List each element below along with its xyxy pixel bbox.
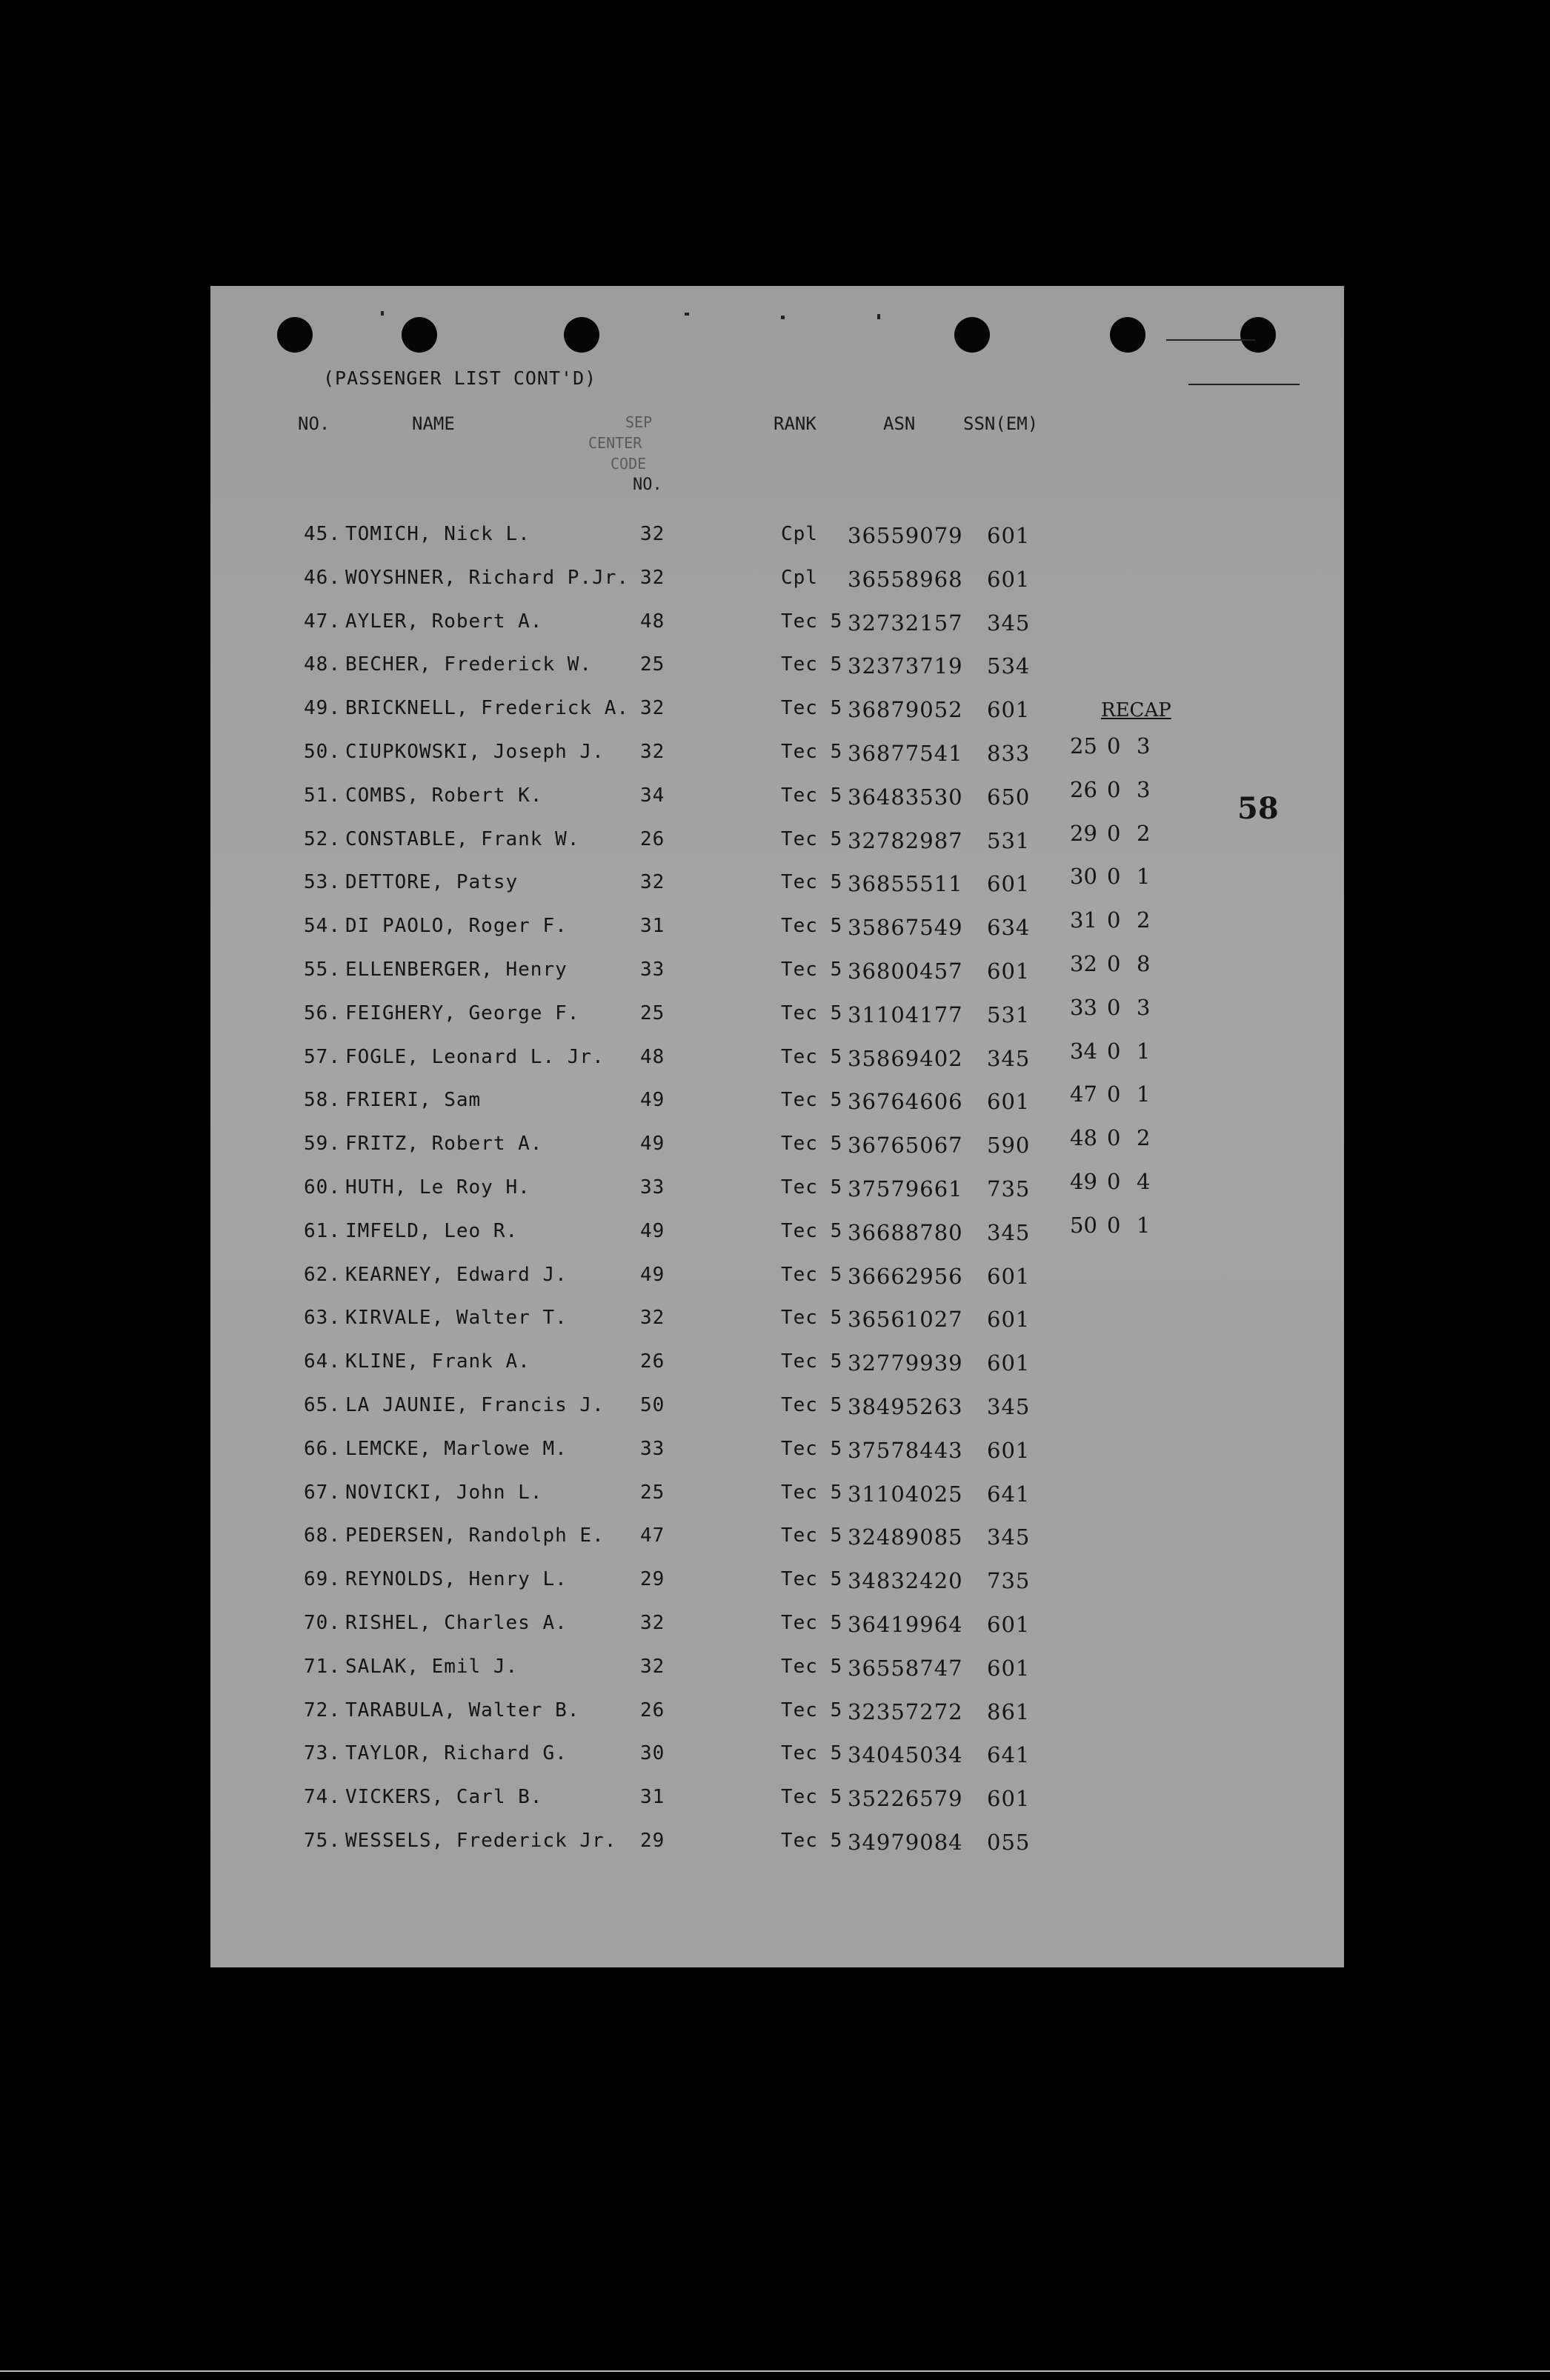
row-rank: Tec 5 <box>781 1394 843 1416</box>
row-rank: Tec 5 <box>781 915 843 938</box>
row-rank: Tec 5 <box>781 1045 843 1068</box>
row-number: 75. <box>304 1830 341 1852</box>
row-rank: Tec 5 <box>781 1699 843 1721</box>
row-center-code: 32 <box>640 1307 665 1330</box>
recap-cell: 4 <box>1137 1169 1151 1194</box>
row-ssn: 735 <box>987 1568 1031 1594</box>
table-row <box>210 1699 1344 1743</box>
table-row <box>210 1524 1344 1568</box>
recap-cell: 33 <box>1070 994 1097 1020</box>
row-center-code: 25 <box>640 653 665 676</box>
header-code-1: SEP <box>625 413 653 431</box>
row-asn: 35867549 <box>848 915 963 941</box>
recap-cell: 1 <box>1137 1038 1151 1064</box>
row-ssn: 601 <box>987 1350 1031 1376</box>
recap-cell: 32 <box>1070 951 1097 976</box>
row-number: 74. <box>304 1786 341 1809</box>
recap-cell: 0 <box>1107 951 1121 976</box>
row-center-code: 31 <box>640 915 665 938</box>
recap-cell: 34 <box>1070 1038 1097 1064</box>
row-number: 52. <box>304 827 341 850</box>
row-asn: 36559079 <box>848 523 963 548</box>
row-number: 61. <box>304 1219 341 1242</box>
row-name: TOMICH, Nick L. <box>345 523 530 545</box>
row-number: 63. <box>304 1307 341 1330</box>
document-sheet <box>210 286 1344 1967</box>
recap-cell: 0 <box>1107 907 1121 933</box>
table-row <box>210 959 1344 1002</box>
row-rank: Tec 5 <box>781 1307 843 1330</box>
row-ssn: 601 <box>987 566 1031 592</box>
row-center-code: 26 <box>640 827 665 850</box>
punch-hole <box>277 317 313 353</box>
table-row <box>210 1307 1344 1350</box>
row-ssn: 601 <box>987 959 1031 984</box>
table-row <box>210 828 1344 872</box>
header-rank: RANK <box>774 413 816 434</box>
header-ssn: SSN(EM) <box>963 413 1039 434</box>
table-row <box>210 871 1344 915</box>
row-rank: Tec 5 <box>781 1001 843 1024</box>
row-ssn: 641 <box>987 1742 1031 1768</box>
recap-cell: 0 <box>1107 820 1121 846</box>
table-row <box>210 1612 1344 1656</box>
row-ssn: 345 <box>987 1524 1031 1550</box>
table-row <box>210 1394 1344 1438</box>
row-center-code: 32 <box>640 697 665 720</box>
row-asn: 32732157 <box>848 610 963 636</box>
row-ssn: 601 <box>987 1089 1031 1115</box>
row-asn: 36877541 <box>848 741 963 766</box>
row-rank: Tec 5 <box>781 610 843 633</box>
row-name: CONSTABLE, Frank W. <box>345 827 580 850</box>
row-ssn: 590 <box>987 1133 1031 1159</box>
row-asn: 36764606 <box>848 1089 963 1115</box>
row-number: 48. <box>304 653 341 676</box>
row-center-code: 25 <box>640 1481 665 1504</box>
recap-cell: 30 <box>1070 864 1097 890</box>
speck <box>781 316 785 319</box>
row-ssn: 345 <box>987 610 1031 636</box>
speck <box>877 314 880 319</box>
recap-cell: 47 <box>1070 1081 1097 1107</box>
row-name: SALAK, Emil J. <box>345 1655 519 1678</box>
row-center-code: 29 <box>640 1568 665 1591</box>
row-asn: 36800457 <box>848 959 963 984</box>
row-ssn: 634 <box>987 915 1031 941</box>
row-rank: Tec 5 <box>781 1089 843 1112</box>
row-ssn: 601 <box>987 1786 1031 1812</box>
row-name: FRITZ, Robert A. <box>345 1133 543 1156</box>
table-row <box>210 1742 1344 1786</box>
row-asn: 36765067 <box>848 1133 963 1159</box>
row-name: DETTORE, Patsy <box>345 871 519 894</box>
row-asn: 32489085 <box>848 1524 963 1550</box>
recap-cell: 2 <box>1137 907 1151 933</box>
row-name: COMBS, Robert K. <box>345 784 543 807</box>
row-name: BRICKNELL, Frederick A. <box>345 697 630 720</box>
row-ssn: 601 <box>987 697 1031 723</box>
row-ssn: 345 <box>987 1219 1031 1245</box>
row-name: AYLER, Robert A. <box>345 610 543 633</box>
row-center-code: 49 <box>640 1089 665 1112</box>
row-name: WESSELS, Frederick Jr. <box>345 1830 617 1852</box>
row-rank: Tec 5 <box>781 697 843 720</box>
row-center-code: 34 <box>640 784 665 807</box>
row-center-code: 33 <box>640 959 665 981</box>
row-center-code: 32 <box>640 871 665 894</box>
row-center-code: 48 <box>640 610 665 633</box>
row-asn: 32373719 <box>848 653 963 679</box>
row-rank: Tec 5 <box>781 1742 843 1765</box>
recap-cell: 1 <box>1137 864 1151 890</box>
recap-cell: 26 <box>1070 776 1097 802</box>
recap-cell: 48 <box>1070 1125 1097 1151</box>
row-center-code: 49 <box>640 1219 665 1242</box>
row-ssn: 833 <box>987 741 1031 766</box>
row-center-code: 49 <box>640 1133 665 1156</box>
row-center-code: 32 <box>640 741 665 763</box>
row-name: HUTH, Le Roy H. <box>345 1176 530 1199</box>
row-ssn: 601 <box>987 1655 1031 1681</box>
row-rank: Tec 5 <box>781 1350 843 1373</box>
table-row <box>210 1438 1344 1481</box>
row-ssn: 601 <box>987 871 1031 897</box>
row-rank: Tec 5 <box>781 1437 843 1460</box>
table-row <box>210 1133 1344 1176</box>
row-rank: Tec 5 <box>781 741 843 763</box>
table-row <box>210 1002 1344 1046</box>
row-center-code: 32 <box>640 1612 665 1634</box>
row-ssn: 650 <box>987 784 1031 810</box>
row-number: 62. <box>304 1263 341 1286</box>
row-rank: Tec 5 <box>781 959 843 981</box>
row-rank: Tec 5 <box>781 1786 843 1809</box>
row-number: 73. <box>304 1742 341 1765</box>
row-name: LEMCKE, Marlowe M. <box>345 1437 568 1460</box>
row-asn: 36662956 <box>848 1263 963 1289</box>
table-row <box>210 1568 1344 1612</box>
row-ssn: 601 <box>987 1307 1031 1333</box>
row-name: CIUPKOWSKI, Joseph J. <box>345 741 605 763</box>
recap-cell: 0 <box>1107 864 1121 890</box>
row-ssn: 345 <box>987 1045 1031 1071</box>
speck <box>1166 339 1255 341</box>
table-row <box>210 741 1344 784</box>
row-asn: 32779939 <box>848 1350 963 1376</box>
row-name: ELLENBERGER, Henry <box>345 959 568 981</box>
row-rank: Tec 5 <box>781 1133 843 1156</box>
recap-cell: 1 <box>1137 1081 1151 1107</box>
row-rank: Tec 5 <box>781 1568 843 1591</box>
table-row <box>210 1830 1344 1873</box>
speck <box>1188 384 1300 385</box>
row-ssn: 345 <box>987 1394 1031 1419</box>
page-number: 58 <box>1237 791 1279 826</box>
row-number: 50. <box>304 741 341 763</box>
recap-cell: 0 <box>1107 1212 1121 1238</box>
row-rank: Tec 5 <box>781 827 843 850</box>
row-name: FOGLE, Leonard L. Jr. <box>345 1045 605 1068</box>
row-number: 71. <box>304 1655 341 1678</box>
row-number: 56. <box>304 1001 341 1024</box>
table-row <box>210 1220 1344 1264</box>
recap-cell: 3 <box>1137 776 1151 802</box>
row-number: 57. <box>304 1045 341 1068</box>
recap-cell: 31 <box>1070 907 1097 933</box>
row-rank: Tec 5 <box>781 653 843 676</box>
row-rank: Tec 5 <box>781 1176 843 1199</box>
row-name: PEDERSEN, Randolph E. <box>345 1524 605 1547</box>
row-ssn: 601 <box>987 523 1031 548</box>
row-ssn: 601 <box>987 1437 1031 1463</box>
row-rank: Tec 5 <box>781 1219 843 1242</box>
row-asn: 36879052 <box>848 697 963 723</box>
recap-cell: 0 <box>1107 1081 1121 1107</box>
row-asn: 32357272 <box>848 1699 963 1724</box>
recap-cell: 2 <box>1137 1125 1151 1151</box>
table-row <box>210 1176 1344 1220</box>
row-name: DI PAOLO, Roger F. <box>345 915 568 938</box>
row-center-code: 31 <box>640 1786 665 1809</box>
row-asn: 35869402 <box>848 1045 963 1071</box>
row-center-code: 49 <box>640 1263 665 1286</box>
row-asn: 38495263 <box>848 1394 963 1419</box>
row-name: IMFELD, Leo R. <box>345 1219 519 1242</box>
recap-cell: 0 <box>1107 776 1121 802</box>
row-center-code: 33 <box>640 1437 665 1460</box>
row-asn: 34045034 <box>848 1742 963 1768</box>
row-number: 72. <box>304 1699 341 1721</box>
row-name: KEARNEY, Edward J. <box>345 1263 568 1286</box>
table-row <box>210 1786 1344 1830</box>
row-center-code: 25 <box>640 1001 665 1024</box>
row-name: REYNOLDS, Henry L. <box>345 1568 568 1591</box>
punch-hole <box>1240 317 1276 353</box>
recap-cell: 0 <box>1107 733 1121 759</box>
row-number: 55. <box>304 959 341 981</box>
row-number: 65. <box>304 1394 341 1416</box>
scan-edge <box>0 2370 1550 2372</box>
row-rank: Tec 5 <box>781 784 843 807</box>
header-no: NO. <box>298 413 330 434</box>
row-center-code: 32 <box>640 1655 665 1678</box>
row-rank: Tec 5 <box>781 1830 843 1852</box>
table-row <box>210 1350 1344 1394</box>
header-asn: ASN <box>883 413 916 434</box>
row-asn: 37579661 <box>848 1176 963 1201</box>
row-center-code: 29 <box>640 1830 665 1852</box>
row-number: 59. <box>304 1133 341 1156</box>
row-name: LA JAUNIE, Francis J. <box>345 1394 605 1416</box>
row-name: KLINE, Frank A. <box>345 1350 530 1373</box>
table-row <box>210 567 1344 610</box>
row-center-code: 50 <box>640 1394 665 1416</box>
punch-hole <box>402 317 437 353</box>
recap-cell: 0 <box>1107 1125 1121 1151</box>
row-center-code: 48 <box>640 1045 665 1068</box>
row-rank: Tec 5 <box>781 1612 843 1634</box>
row-name: KIRVALE, Walter T. <box>345 1307 568 1330</box>
recap-cell: 1 <box>1137 1212 1151 1238</box>
recap-cell: 29 <box>1070 820 1097 846</box>
header-code-2: CENTER <box>588 434 642 452</box>
row-ssn: 055 <box>987 1830 1031 1855</box>
table-row <box>210 1089 1344 1133</box>
punch-hole <box>1110 317 1145 353</box>
row-ssn: 534 <box>987 653 1031 679</box>
punch-hole <box>954 317 990 353</box>
table-row <box>210 1481 1344 1525</box>
table-row <box>210 1046 1344 1090</box>
row-name: NOVICKI, John L. <box>345 1481 543 1504</box>
row-name: RISHEL, Charles A. <box>345 1612 568 1634</box>
recap-cell: 50 <box>1070 1212 1097 1238</box>
row-ssn: 531 <box>987 1001 1031 1027</box>
row-ssn: 601 <box>987 1612 1031 1637</box>
row-asn: 35226579 <box>848 1786 963 1812</box>
speck <box>685 313 689 316</box>
row-asn: 31104177 <box>848 1001 963 1027</box>
recap-cell: 25 <box>1070 733 1097 759</box>
row-asn: 36855511 <box>848 871 963 897</box>
recap-cell: 0 <box>1107 994 1121 1020</box>
row-asn: 31104025 <box>848 1481 963 1507</box>
row-name: VICKERS, Carl B. <box>345 1786 543 1809</box>
row-ssn: 861 <box>987 1699 1031 1724</box>
row-number: 60. <box>304 1176 341 1199</box>
table-row <box>210 610 1344 654</box>
table-row <box>210 653 1344 697</box>
table-row <box>210 523 1344 567</box>
row-rank: Cpl <box>781 566 818 589</box>
table-row <box>210 697 1344 741</box>
row-asn: 34979084 <box>848 1830 963 1855</box>
row-number: 69. <box>304 1568 341 1591</box>
punch-hole <box>564 317 599 353</box>
row-ssn: 641 <box>987 1481 1031 1507</box>
row-number: 70. <box>304 1612 341 1634</box>
row-rank: Tec 5 <box>781 1481 843 1504</box>
row-asn: 36688780 <box>848 1219 963 1245</box>
row-rank: Tec 5 <box>781 1655 843 1678</box>
row-name: FRIERI, Sam <box>345 1089 482 1112</box>
row-ssn: 735 <box>987 1176 1031 1201</box>
table-row <box>210 1656 1344 1699</box>
row-center-code: 33 <box>640 1176 665 1199</box>
recap-cell: 0 <box>1107 1038 1121 1064</box>
row-rank: Tec 5 <box>781 1524 843 1547</box>
row-name: TARABULA, Walter B. <box>345 1699 580 1721</box>
row-center-code: 30 <box>640 1742 665 1765</box>
recap-cell: 3 <box>1137 994 1151 1020</box>
row-asn: 36483530 <box>848 784 963 810</box>
speck <box>381 311 384 316</box>
row-ssn: 531 <box>987 827 1031 853</box>
row-number: 68. <box>304 1524 341 1547</box>
row-number: 51. <box>304 784 341 807</box>
recap-title: RECAP <box>1101 699 1171 721</box>
row-asn: 34832420 <box>848 1568 963 1594</box>
row-center-code: 47 <box>640 1524 665 1547</box>
row-asn: 32782987 <box>848 827 963 853</box>
row-number: 47. <box>304 610 341 633</box>
row-number: 64. <box>304 1350 341 1373</box>
row-center-code: 26 <box>640 1699 665 1721</box>
row-number: 45. <box>304 523 341 545</box>
row-name: FEIGHERY, George F. <box>345 1001 580 1024</box>
row-number: 58. <box>304 1089 341 1112</box>
row-center-code: 26 <box>640 1350 665 1373</box>
recap-cell: 0 <box>1107 1169 1121 1194</box>
row-asn: 36558747 <box>848 1655 963 1681</box>
row-center-code: 32 <box>640 523 665 545</box>
recap-cell: 49 <box>1070 1169 1097 1194</box>
row-number: 67. <box>304 1481 341 1504</box>
recap-cell: 3 <box>1137 733 1151 759</box>
row-asn: 36561027 <box>848 1307 963 1333</box>
header-name: NAME <box>412 413 455 434</box>
row-center-code: 32 <box>640 566 665 589</box>
recap-cell: 2 <box>1137 820 1151 846</box>
row-ssn: 601 <box>987 1263 1031 1289</box>
row-asn: 37578443 <box>848 1437 963 1463</box>
row-number: 49. <box>304 697 341 720</box>
table-row <box>210 915 1344 959</box>
header-code-4: NO. <box>633 476 662 494</box>
row-name: TAYLOR, Richard G. <box>345 1742 568 1765</box>
row-number: 46. <box>304 566 341 589</box>
row-name: BECHER, Frederick W. <box>345 653 593 676</box>
row-name: WOYSHNER, Richard P.Jr. <box>345 566 630 589</box>
row-rank: Tec 5 <box>781 871 843 894</box>
header-code-3: CODE <box>611 455 647 473</box>
row-rank: Cpl <box>781 523 818 545</box>
row-rank: Tec 5 <box>781 1263 843 1286</box>
row-number: 54. <box>304 915 341 938</box>
row-number: 53. <box>304 871 341 894</box>
table-row <box>210 784 1344 828</box>
table-row <box>210 1264 1344 1307</box>
row-number: 66. <box>304 1437 341 1460</box>
row-asn: 36419964 <box>848 1612 963 1637</box>
recap-cell: 8 <box>1137 951 1151 976</box>
list-title: (PASSENGER LIST CONT'D) <box>323 367 597 389</box>
row-asn: 36558968 <box>848 566 963 592</box>
